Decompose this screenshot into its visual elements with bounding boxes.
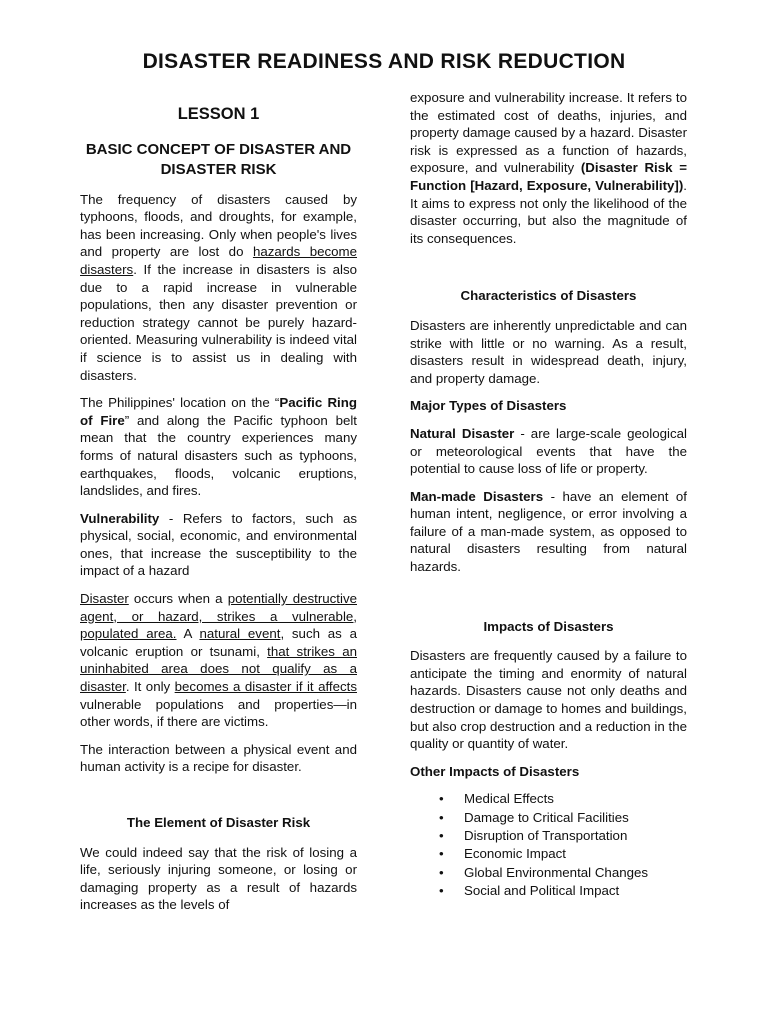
list-item: • Economic Impact xyxy=(464,845,687,863)
paragraph-characteristics: Disasters are inherently unpredictable and can strike with little or no warning. As a result, disasters result in widespread death, injury, and property damage. xyxy=(410,317,687,386)
section-heading-impacts: Impacts of Disasters xyxy=(483,618,614,634)
section-heading-characteristics: Characteristics of Disasters xyxy=(460,288,637,304)
right-column xyxy=(410,89,687,900)
subheading-major-types: Major Types of Disasters xyxy=(410,398,567,414)
paragraph-impacts: Disasters are frequently caused by a failure to anticipate the timing and enormity of natural hazards. Disasters cause not only deaths and destruction or damage to homes and buildings, but also crop destruction and a reduction in the quality or quantity of water. xyxy=(410,648,687,752)
lesson-number: LESSON 1 xyxy=(177,105,260,123)
list-item: • Social and Political Impact xyxy=(464,882,687,900)
paragraph-man-made-disaster: Man-made Disasters - have an element of human intent, negligence, or error involving a failure of a man-made system, as opposed to natural disasters resulting from natural hazards. xyxy=(410,488,688,575)
list-item: • Medical Effects xyxy=(464,790,687,808)
subheading-other-impacts: Other Impacts of Disasters xyxy=(410,763,580,779)
lesson-title: BASIC CONCEPT OF DISASTER AND DISASTER RISK xyxy=(85,140,352,178)
document-title: DISASTER READINESS AND RISK REDUCTION xyxy=(142,50,626,73)
paragraph-vulnerability: Vulnerability - Refers to factors, such as physical, social, economic, and environmental ones, that increase the susceptibility to the impact of a hazard xyxy=(80,510,357,579)
other-impacts-list xyxy=(410,790,687,900)
paragraph-frequency: The frequency of disasters caused by typhoons, floods, and droughts, for example, has been increasing. Only when people's lives and property are lost do hazards become disasters. If the increase in disasters is also due to a rapid increase in vulnerable populations, then any disaster prevention or reduction strategy cannot be purely hazard-oriented. Measuring vulnerability is indeed vital if science is to assist us in dealing with disasters. xyxy=(80,191,358,383)
term-vulnerability: Vulnerability xyxy=(80,510,160,526)
paragraph-philippines: The Philippines' location on the “Pacific Ring of Fire” and along the Pacific typhoon belt mean that the country experiences many forms of natural disasters such as typhoons, earthquakes, floods, volcanic eruptions, landslides, and fires. xyxy=(80,395,358,499)
paragraph-disaster-definition: Disaster occurs when a potentially destructive agent, or hazard, strikes a vulnerable, populated area. A natural event, such as a volcanic eruption or tsunami, that strikes an uninhabited area does not qualify as a disaster. It only becomes a disaster if it affects vulnerable populations and properties—in other words, if there are victims. xyxy=(80,591,357,730)
paragraph-risk-continued: exposure and vulnerability increase. It refers to the estimated cost of deaths, injuries, and property damage caused by a hazard. Disaster risk is expressed as a function of hazards, exposure, and vulnerability (Disaster Risk = Function [Hazard, Exposure, Vulnerability]). It aims to express not only the likelihood of the disaster occurring, but also the magnitude of its consequences. xyxy=(410,90,687,246)
risk-formula: (Disaster Risk = Function [Hazard, Exposure, Vulnerability]) xyxy=(410,160,687,193)
section-heading-element-of-risk: The Element of Disaster Risk xyxy=(126,815,311,830)
left-column xyxy=(80,96,357,924)
paragraph-natural-disaster: Natural Disaster - are large-scale geological or meteorological events that have the potential to cause loss of life or property. xyxy=(410,425,687,477)
list-item: • Global Environmental Changes xyxy=(464,864,687,882)
list-item: • Damage to Critical Facilities xyxy=(464,809,687,827)
underlined-phrase: hazards become disasters xyxy=(80,244,358,277)
list-item: • Disruption of Transportation xyxy=(464,827,687,845)
paragraph-interaction: The interaction between a physical event and human activity is a recipe for disaster. xyxy=(80,741,357,775)
paragraph-risk-intro: We could indeed say that the risk of losing a life, seriously injuring someone, or losing or damaging property as a result of hazards increases as the levels of xyxy=(80,844,357,913)
bold-phrase: Pacific Ring of Fire xyxy=(80,395,357,428)
